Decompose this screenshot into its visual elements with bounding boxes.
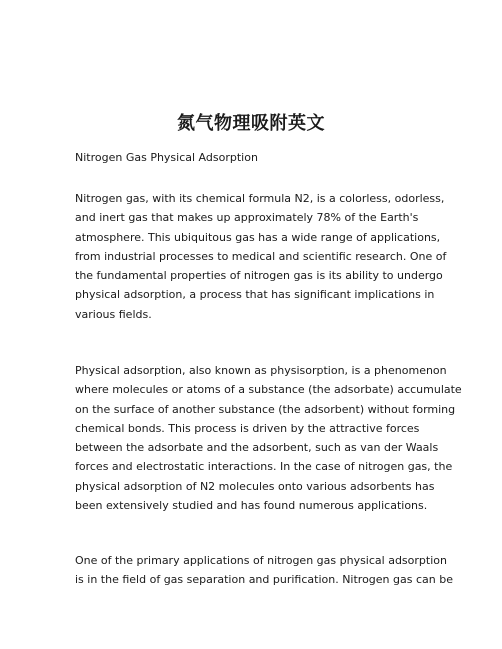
document-subtitle: Nitrogen Gas Physical Adsorption: [75, 151, 258, 164]
paragraph-line: on the surface of another substance (the adsorbent) without forming: [75, 402, 456, 416]
paragraph-line: physical adsorption of N2 molecules onto various adsorbents has: [75, 479, 435, 493]
paragraph-line: atmosphere. This ubiquitous gas has a wide range of applications,: [75, 230, 441, 244]
paragraph-line: Nitrogen gas, with its chemical formula N2, is a colorless, odorless,: [75, 192, 445, 205]
paragraph-line: forces and electrostatic interactions. In the case of nitrogen gas, the: [75, 460, 453, 474]
paragraph-line: chemical bonds. This process is driven by the attractive forces: [75, 421, 420, 435]
paragraph-line: from industrial processes to medical and scientific research. One of: [75, 249, 447, 263]
paragraph-line: One of the primary applications of nitrogen gas physical adsorption: [75, 554, 447, 567]
paragraph-2: [75, 361, 462, 515]
paragraph-line: between the adsorbate and the adsorbent, such as van der Waals: [75, 441, 439, 455]
paragraph-line: been extensively studied and has found numerous applications.: [75, 499, 428, 513]
paragraph-line: various fields.: [75, 307, 152, 321]
paragraph-line: Physical adsorption, also known as physisorption, is a phenomenon: [75, 364, 447, 377]
paragraph-3: [75, 551, 453, 590]
paragraph-line: and inert gas that makes up approximately 78% of the Earth's: [75, 211, 419, 225]
paragraph-line: is in the field of gas separation and purification. Nitrogen gas can be: [75, 573, 453, 587]
paragraph-line: where molecules or atoms of a substance (the adsorbate) accumulate: [75, 383, 462, 397]
paragraph-line: the fundamental properties of nitrogen gas is its ability to undergo: [75, 269, 443, 283]
paragraph-1: [75, 189, 447, 324]
document-title: 氮气物理吸附英文: [177, 113, 325, 134]
paragraph-line: physical adsorption, a process that has significant implications in: [75, 288, 435, 302]
